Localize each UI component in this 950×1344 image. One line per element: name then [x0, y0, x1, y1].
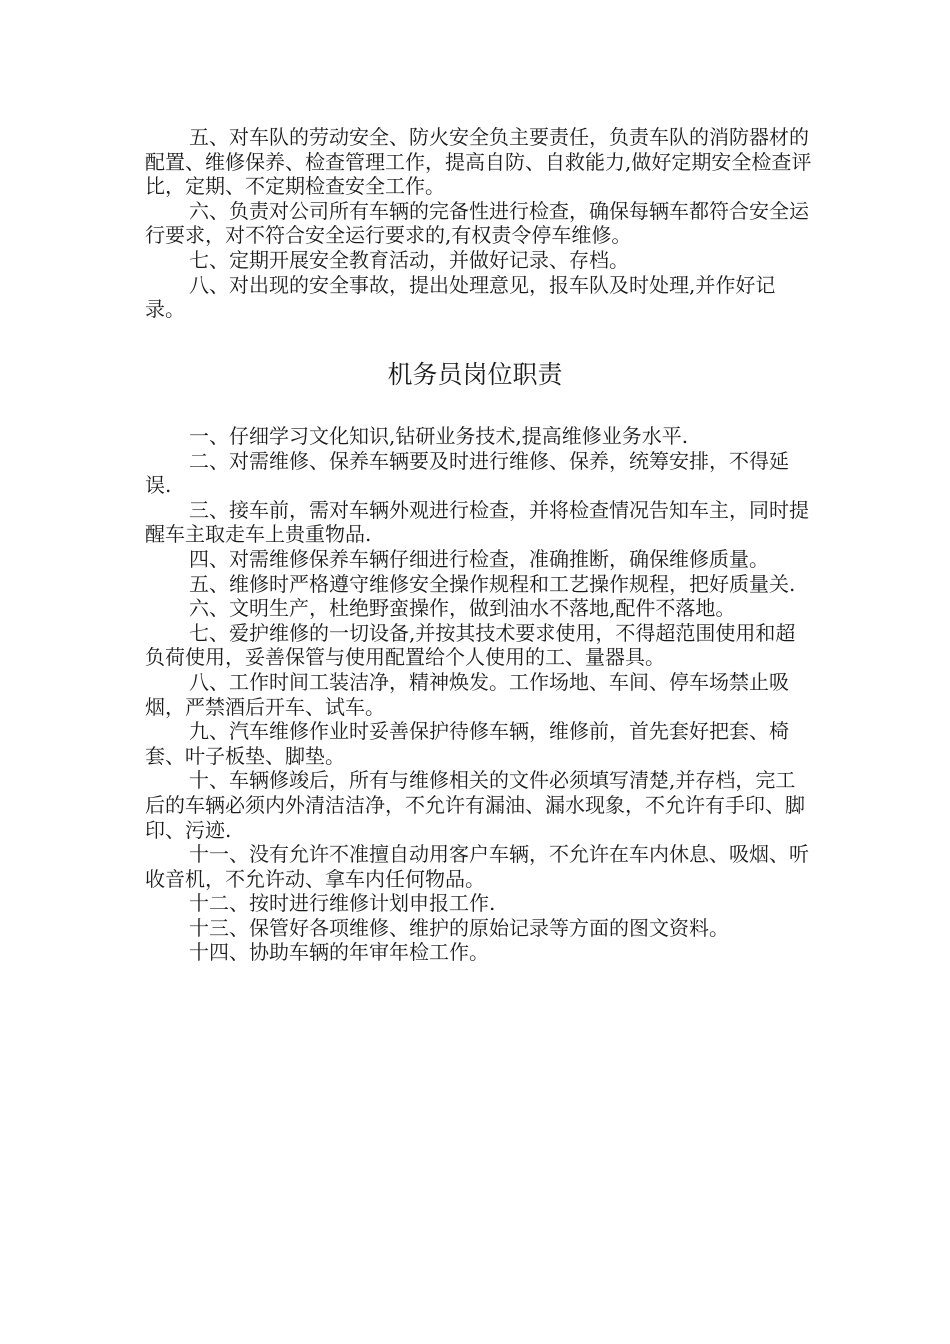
paragraph: 八、对出现的安全事故，提出处理意见，报车队及时处理,并作好记录。	[145, 272, 776, 322]
paragraph: 十二、按时进行维修计划申报工作.	[189, 891, 496, 916]
previous-section-body	[145, 125, 815, 322]
paragraph: 十、车辆修竣后，所有与维修相关的文件必须填写清楚,并存档，完工后的车辆必须内外清洁洁净，不允许有漏油、漏水现象，不允许有手印、脚印、污迹.	[145, 768, 805, 842]
paragraph: 七、定期开展安全教育活动，并做好记录、存档。	[189, 247, 629, 272]
paragraph: 八、工作时间工装洁净，精神焕发。工作场地、车间、停车场禁止吸烟，严禁酒后开车、试车。	[145, 669, 789, 719]
paragraph: 一、仔细学习文化知识,钻研业务技术,提高维修业务水平.	[189, 424, 689, 448]
paragraph: 十四、协助车辆的年审年检工作。	[189, 940, 489, 965]
paragraph: 五、对车队的劳动安全、防火安全负主要责任，负责车队的消防器材的配置、维修保养、检查管理工作，提高自防、自救能力,做好定期安全检查评比，定期、不定期检查安全工作。	[145, 125, 812, 199]
paragraph: 五、维修时严格遵守维修安全操作规程和工艺操作规程，把好质量关.	[189, 571, 796, 596]
section-title: 机务员岗位职责	[387, 360, 563, 389]
paragraph: 二、对需维修、保养车辆要及时进行维修、保养，统筹安排，不得延误.	[145, 448, 789, 498]
paragraph: 九、汽车维修作业时妥善保护待修车辆，维修前，首先套好把套、椅套、叶子板垫、脚垫。	[145, 719, 789, 768]
paragraph: 四、对需维修保养车辆仔细进行检查，准确推断，确保维修质量。	[189, 546, 769, 571]
paragraph: 三、接车前，需对车辆外观进行检查，并将检查情况告知车主，同时提醒车主取走车上贵重物品.	[145, 497, 809, 547]
paragraph: 六、负责对公司所有车辆的完备性进行检查，确保每辆车都符合安全运行要求，对不符合安全运行要求的,有权责令停车维修。	[145, 198, 809, 248]
paragraph: 六、文明生产，杜绝野蛮操作，做到油水不落地,配件不落地。	[189, 596, 736, 621]
paragraph: 十一、没有允许不准擅自动用客户车辆，不允许在车内休息、吸烟、听收音机，不允许动、拿车内任何物品。	[145, 842, 809, 891]
section-body	[145, 424, 815, 965]
paragraph: 七、爱护维修的一切设备,并按其技术要求使用，不得超范围使用和超负荷使用，妥善保管与使用配置给个人使用的工、量器具。	[145, 620, 796, 670]
paragraph: 十三、保管好各项维修、维护的原始记录等方面的图文资料。	[189, 915, 729, 940]
